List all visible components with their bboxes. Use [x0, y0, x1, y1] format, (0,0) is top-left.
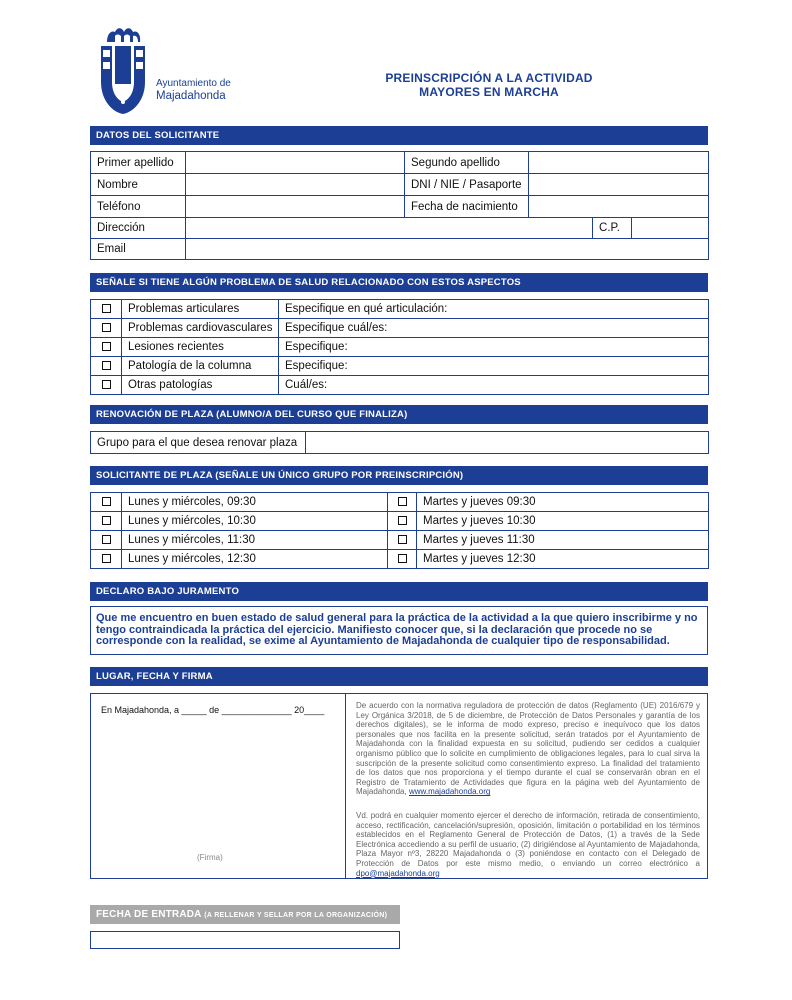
label-email: Email — [91, 239, 186, 260]
health-label: Otras patologías — [122, 376, 279, 395]
input-cp[interactable] — [632, 218, 709, 239]
section-header-datos: DATOS DEL SOLICITANTE — [90, 126, 708, 145]
checkbox-cell — [91, 376, 122, 395]
checkbox-cell — [91, 550, 122, 569]
checkbox-problemas-articulares[interactable] — [102, 304, 111, 313]
applicant-data-table — [90, 151, 709, 260]
group-label: Martes y jueves 10:30 — [417, 512, 709, 531]
group-label: Martes y jueves 12:30 — [417, 550, 709, 569]
checkbox-lm-1130[interactable] — [102, 535, 111, 544]
input-direccion[interactable] — [186, 218, 593, 239]
section-header-lugar: LUGAR, FECHA Y FIRMA — [90, 667, 708, 686]
legal-text-2: Vd. podrá en cualquier momento ejercer el derecho de información, retirada de consentimiento, acceso, rectificación, cancelación/supresión, oposición, limitación o portabilidad en los términos establecidos en el Reglamento General de Protección de Datos, (1) a través de la Sede Electrónica accediendo a su perfil de usuario, (2) dirigiéndose al Ayuntamiento de Majadahonda, Plaza Mayor nº3, 28220 Majadahonda o (3) poniéndose en contacto con el Delegado de Protección de Datos por este mismo medio, o enviando un correo electrónico a — [356, 811, 700, 868]
health-label: Patología de la columna — [122, 357, 279, 376]
checkbox-cell — [388, 512, 417, 531]
checkbox-mj-0930[interactable] — [398, 497, 407, 506]
checkbox-lesiones-recientes[interactable] — [102, 342, 111, 351]
checkbox-cell — [91, 531, 122, 550]
health-table — [90, 299, 709, 395]
input-dni[interactable] — [529, 174, 709, 196]
health-detail[interactable]: Especifique cuál/es: — [279, 319, 709, 338]
label-dni: DNI / NIE / Pasaporte — [405, 174, 529, 196]
input-primer-apellido[interactable] — [186, 152, 405, 174]
title-line-2: MAYORES EN MARCHA — [419, 85, 559, 99]
website-link[interactable]: www.majadahonda.org — [408, 787, 491, 797]
section-header-declaro: DECLARO BAJO JURAMENTO — [90, 582, 708, 601]
majadahonda-crest-logo — [98, 24, 148, 116]
section-header-renovacion: RENOVACIÓN DE PLAZA (ALUMNO/A DEL CURSO QUE FINALIZA) — [90, 405, 708, 424]
label-cp: C.P. — [593, 218, 632, 239]
checkbox-problemas-cardiovasculares[interactable] — [102, 323, 111, 332]
group-selection-table — [90, 492, 709, 569]
checkbox-mj-1030[interactable] — [398, 516, 407, 525]
signature-box — [90, 693, 708, 879]
input-nombre[interactable] — [186, 174, 405, 196]
health-detail[interactable]: Cuál/es: — [279, 376, 709, 395]
label-primer-apellido: Primer apellido — [91, 152, 186, 174]
input-grupo-renovar[interactable] — [306, 432, 709, 454]
section-header-solicitante: SOLICITANTE DE PLAZA (SEÑALE UN ÚNICO GRUPO POR PREINSCRIPCIÓN) — [90, 466, 708, 485]
dpo-email-link[interactable]: dpo@majadahonda.org — [356, 868, 440, 878]
group-label: Martes y jueves 11:30 — [417, 531, 709, 550]
health-label: Problemas cardiovasculares — [122, 319, 279, 338]
signature-placeholder[interactable]: (Firma) — [197, 853, 223, 862]
checkbox-otras-patologias[interactable] — [102, 380, 111, 389]
label-fecha-nacimiento: Fecha de nacimiento — [405, 196, 529, 218]
checkbox-lm-1030[interactable] — [102, 516, 111, 525]
org-line-2: Majadahonda — [156, 90, 226, 102]
checkbox-mj-1230[interactable] — [398, 554, 407, 563]
health-label: Problemas articulares — [122, 300, 279, 319]
health-detail[interactable]: Especifique: — [279, 338, 709, 357]
checkbox-cell — [91, 300, 122, 319]
data-protection-notice-2 — [356, 811, 700, 878]
label-nombre: Nombre — [91, 174, 186, 196]
page-title — [330, 71, 648, 99]
org-line-1: Ayuntamiento de — [156, 78, 231, 89]
checkbox-lm-0930[interactable] — [102, 497, 111, 506]
checkbox-cell — [388, 493, 417, 512]
section-header-salud: SEÑALE SI TIENE ALGÚN PROBLEMA DE SALUD RELACIONADO CON ESTOS ASPECTOS — [90, 273, 708, 292]
checkbox-mj-1130[interactable] — [398, 535, 407, 544]
input-email[interactable] — [186, 239, 709, 260]
label-direccion: Dirección — [91, 218, 186, 239]
checkbox-cell — [91, 493, 122, 512]
entry-date-heading: FECHA DE ENTRADA — [96, 909, 202, 920]
sworn-declaration-text: Que me encuentro en buen estado de salud general para la práctica de la actividad a la que quiero inscribirme y no tengo contraindicada la práctica del ejercicio. Manifiesto conocer que, si la declaración que procede no se corresponde con la realidad, se exime al Ayuntamiento de Majadahonda de cualquier tipo de responsabilidad. — [90, 606, 708, 655]
label-segundo-apellido: Segundo apellido — [405, 152, 529, 174]
group-label: Lunes y miércoles, 11:30 — [122, 531, 388, 550]
checkbox-patologia-columna[interactable] — [102, 361, 111, 370]
health-detail[interactable]: Especifique: — [279, 357, 709, 376]
checkbox-cell — [388, 531, 417, 550]
place-date-line[interactable]: En Majadahonda, a _____ de ______________ 20____ — [101, 705, 325, 715]
label-grupo-renovar: Grupo para el que desea renovar plaza — [91, 432, 306, 454]
health-detail[interactable]: Especifique en qué articulación: — [279, 300, 709, 319]
checkbox-cell — [91, 319, 122, 338]
group-label: Lunes y miércoles, 12:30 — [122, 550, 388, 569]
section-header-fecha-entrada — [90, 905, 400, 924]
data-protection-notice-1 — [356, 701, 700, 797]
checkbox-lm-1230[interactable] — [102, 554, 111, 563]
checkbox-cell — [91, 512, 122, 531]
organization-name — [156, 78, 266, 102]
checkbox-cell — [388, 550, 417, 569]
input-telefono[interactable] — [186, 196, 405, 218]
title-line-1: PREINSCRIPCIÓN A LA ACTIVIDAD — [385, 71, 593, 85]
input-fecha-nacimiento[interactable] — [529, 196, 709, 218]
signature-divider — [345, 694, 346, 878]
entry-date-field[interactable] — [90, 931, 400, 949]
legal-text-1: De acuerdo con la normativa reguladora de protección de datos (Reglamento (UE) 2016/679 y Ley Orgánica 3/2018, de 5 de diciembre, de Protección de Datos Personales y garantía de los derechos digitales), se le informa de modo expreso, preciso e inequívoco que los datos personales que nos facilita en la presente solicitud, serán tratados por el Ayuntamiento de Majadahonda con la finalidad expuesta en su solicitud, pudiendo ser cedidos a cualquier organismo público que lo solicite en cumplimiento de obligaciones legales, para lo cual sirva la suscripción de la presente solicitud como consentimiento expreso. La finalidad del tratamiento de los datos que nos proporciona y el tiempo durante el cual se conservarán obran en el Registro de Tratamiento de Actividades que figura en la página web del Ayuntamiento de Majadahonda, — [356, 701, 700, 797]
renewal-table — [90, 431, 709, 454]
input-segundo-apellido[interactable] — [529, 152, 709, 174]
group-label: Martes y jueves 09:30 — [417, 493, 709, 512]
group-label: Lunes y miércoles, 09:30 — [122, 493, 388, 512]
label-telefono: Teléfono — [91, 196, 186, 218]
checkbox-cell — [91, 357, 122, 376]
health-label: Lesiones recientes — [122, 338, 279, 357]
group-label: Lunes y miércoles, 10:30 — [122, 512, 388, 531]
checkbox-cell — [91, 338, 122, 357]
entry-date-subheading: (A RELLENAR Y SELLAR POR LA ORGANIZACIÓN) — [204, 912, 388, 919]
